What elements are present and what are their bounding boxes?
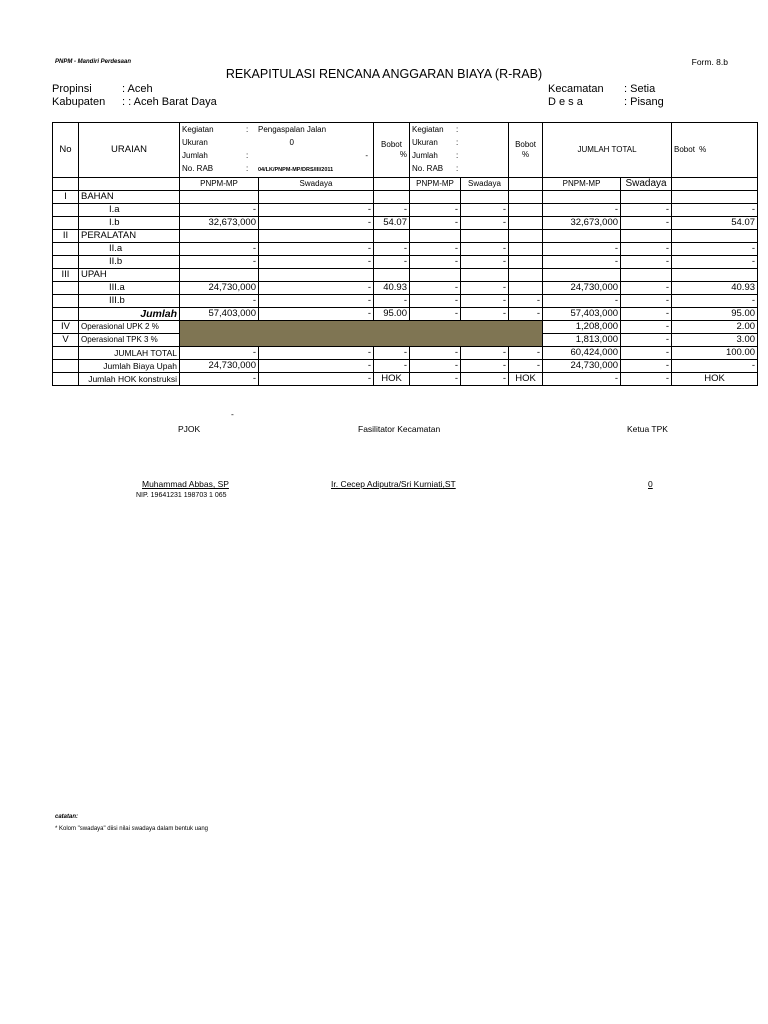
- colon: :: [246, 164, 249, 173]
- propinsi-label: Propinsi: [52, 83, 92, 95]
- header-uraian: URAIAN: [79, 123, 180, 178]
- header-bobot-total: Bobot %: [672, 123, 758, 178]
- row-uraian: II.b: [79, 256, 180, 269]
- row-no: [53, 256, 79, 269]
- row-value: 32,673,000: [180, 217, 259, 230]
- row-value: [461, 230, 509, 243]
- row-value: [410, 269, 461, 282]
- row-no: [53, 243, 79, 256]
- jumlah-value: 95.00: [672, 308, 758, 321]
- kegiatan-1-block: [180, 123, 374, 178]
- row-uraian: III.b: [79, 295, 180, 308]
- row-value: [621, 230, 672, 243]
- norab-1-label: No. RAB: [182, 164, 214, 173]
- total-value: HOK: [509, 373, 543, 386]
- sub-empty: [374, 178, 410, 191]
- sub-pnpm-2: PNPM-MP: [410, 178, 461, 191]
- row-value: -: [621, 243, 672, 256]
- row-value: [410, 230, 461, 243]
- row-no: [53, 282, 79, 295]
- total-value: -: [621, 360, 672, 373]
- rab-table: [52, 122, 758, 386]
- row-value: [672, 269, 758, 282]
- total-value: -: [410, 373, 461, 386]
- table-row: [53, 295, 758, 308]
- row-value: [259, 191, 374, 204]
- pjok-title: PJOK: [178, 424, 201, 434]
- sub-swadaya-2: Swadaya: [461, 178, 509, 191]
- jumlah-value: -: [461, 308, 509, 321]
- row-uraian: II.a: [79, 243, 180, 256]
- total-value: HOK: [672, 373, 758, 386]
- total-value: -: [410, 360, 461, 373]
- sub-pnpm-1: PNPM-MP: [180, 178, 259, 191]
- row-value: [509, 217, 543, 230]
- colon: :: [456, 164, 459, 173]
- row-value: [461, 191, 509, 204]
- row-value: [509, 230, 543, 243]
- kegiatan-2-label: Kegiatan: [412, 125, 444, 134]
- ketua-title: Ketua TPK: [627, 424, 668, 434]
- total-value: -: [259, 373, 374, 386]
- kabupaten-value: : : Aceh Barat Daya: [122, 96, 217, 108]
- total-value: -: [621, 373, 672, 386]
- jumlah-row: [53, 308, 758, 321]
- row-value: -: [259, 204, 374, 217]
- row-value: [672, 230, 758, 243]
- row-value: -: [461, 295, 509, 308]
- row-value: 1,813,000: [543, 334, 621, 347]
- row-value: [672, 191, 758, 204]
- row-value: [509, 191, 543, 204]
- row-value: 40.93: [374, 282, 410, 295]
- total-value: -: [461, 360, 509, 373]
- row-value: [180, 230, 259, 243]
- desa-value: : Pisang: [624, 96, 664, 108]
- row-value: -: [259, 217, 374, 230]
- row-value: [259, 269, 374, 282]
- jumlah-1-label: Jumlah: [182, 151, 208, 160]
- row-value: -: [374, 295, 410, 308]
- colon: :: [456, 125, 459, 134]
- kecamatan-label: Kecamatan: [548, 83, 604, 95]
- sub-empty: [509, 178, 543, 191]
- row-value: 24,730,000: [543, 282, 621, 295]
- sub-empty: [53, 178, 79, 191]
- row-value: -: [509, 295, 543, 308]
- bobot-label: Bobot: [381, 140, 402, 149]
- row-no: I: [53, 191, 79, 204]
- fasilitator-name: Ir. Cecep Adiputra/Sri Kurniati,ST: [331, 479, 456, 489]
- colon: :: [456, 151, 459, 160]
- total-value: -: [543, 373, 621, 386]
- table-row: [53, 243, 758, 256]
- row-no: IV: [53, 321, 79, 334]
- header-bobot-1: [374, 123, 410, 178]
- row-value: 40.93: [672, 282, 758, 295]
- row-value: -: [410, 243, 461, 256]
- fasilitator-title: Fasilitator Kecamatan: [358, 424, 441, 434]
- norab-2-label: No. RAB: [412, 164, 444, 173]
- row-value: -: [374, 243, 410, 256]
- pct-label: %: [399, 150, 407, 159]
- row-no: II: [53, 230, 79, 243]
- jumlah-value: -: [509, 308, 543, 321]
- row-value: [509, 269, 543, 282]
- row-no: [53, 360, 79, 373]
- row-value: -: [410, 256, 461, 269]
- colon: :: [246, 125, 249, 134]
- table-row: [53, 217, 758, 230]
- row-value: -: [180, 256, 259, 269]
- total-label: JUMLAH TOTAL: [79, 347, 180, 360]
- total-value: -: [374, 360, 410, 373]
- total-row: [53, 360, 758, 373]
- sub-swadaya-1: Swadaya: [259, 178, 374, 191]
- total-value: 24,730,000: [543, 360, 621, 373]
- row-value: -: [461, 256, 509, 269]
- row-value: -: [461, 217, 509, 230]
- row-value: 54.07: [672, 217, 758, 230]
- total-value: -: [509, 360, 543, 373]
- total-value: -: [410, 347, 461, 360]
- jumlah-value: 57,403,000: [180, 308, 259, 321]
- total-value: -: [180, 373, 259, 386]
- row-uraian: I.a: [79, 204, 180, 217]
- row-value: -: [259, 282, 374, 295]
- row-value: -: [543, 295, 621, 308]
- kegiatan-2-block: [410, 123, 509, 178]
- row-value: [543, 269, 621, 282]
- total-row: [53, 347, 758, 360]
- row-value: -: [259, 256, 374, 269]
- sub-swadaya-total: Swadaya: [621, 178, 672, 191]
- notes-text: * Kolom "swadaya" diisi nilai swadaya dalam bentuk uang: [55, 826, 209, 832]
- row-uraian: I.b: [79, 217, 180, 230]
- row-value: -: [621, 295, 672, 308]
- row-value: 32,673,000: [543, 217, 621, 230]
- row-value: 2.00: [672, 321, 758, 334]
- row-value: 54.07: [374, 217, 410, 230]
- jumlah-label: Jumlah: [79, 308, 180, 321]
- row-value: [509, 282, 543, 295]
- total-value: -: [509, 347, 543, 360]
- ukuran-1-value: 0: [289, 138, 294, 147]
- colon: :: [456, 138, 459, 147]
- row-value: [374, 269, 410, 282]
- row-value: -: [621, 256, 672, 269]
- notes-label: catatan:: [55, 814, 79, 820]
- table-row: [53, 282, 758, 295]
- row-value: [509, 243, 543, 256]
- row-no: [53, 373, 79, 386]
- kabupaten-label: Kabupaten: [52, 96, 106, 108]
- row-value: -: [410, 295, 461, 308]
- shaded-block: [180, 321, 543, 347]
- row-value: [374, 191, 410, 204]
- row-value: -: [374, 204, 410, 217]
- table-row: [53, 230, 758, 243]
- total-value: 100.00: [672, 347, 758, 360]
- document-title: REKAPITULASI RENCANA ANGGARAN BIAYA (R-RAB): [225, 67, 543, 81]
- dash-mark: -: [231, 409, 234, 419]
- desa-label: D e s a: [548, 96, 583, 108]
- header-no: No: [53, 123, 79, 178]
- row-no: [53, 295, 79, 308]
- total-value: -: [180, 347, 259, 360]
- header-bobot-2: [509, 123, 543, 178]
- jumlah-value: -: [410, 308, 461, 321]
- row-value: [621, 191, 672, 204]
- table-body: [53, 191, 758, 386]
- row-value: [543, 191, 621, 204]
- jumlah-value: 57,403,000: [543, 308, 621, 321]
- row-value: -: [672, 256, 758, 269]
- row-value: [180, 269, 259, 282]
- row-value: -: [410, 282, 461, 295]
- total-value: -: [259, 360, 374, 373]
- row-value: 24,730,000: [180, 282, 259, 295]
- sub-empty: [672, 178, 758, 191]
- total-value: 24,730,000: [180, 360, 259, 373]
- table-row: [53, 204, 758, 217]
- operasional-row: [53, 321, 758, 334]
- row-value: -: [621, 217, 672, 230]
- row-value: -: [543, 204, 621, 217]
- row-uraian: III.a: [79, 282, 180, 295]
- total-value: 60,424,000: [543, 347, 621, 360]
- kegiatan-1-label: Kegiatan: [182, 125, 214, 134]
- row-uraian: Operasional TPK 3 %: [79, 334, 180, 347]
- row-no: [53, 217, 79, 230]
- row-value: -: [621, 321, 672, 334]
- row-value: 3.00: [672, 334, 758, 347]
- ketua-name: 0: [648, 479, 653, 489]
- colon: :: [246, 151, 249, 160]
- table-row: [53, 191, 758, 204]
- org-name: PNPM - Mandiri Perdesaan: [55, 59, 132, 65]
- total-value: -: [259, 347, 374, 360]
- row-value: -: [180, 295, 259, 308]
- total-value: -: [621, 347, 672, 360]
- header-jumlah-total: JUMLAH TOTAL: [543, 123, 672, 178]
- row-value: [180, 191, 259, 204]
- pct-label: %: [521, 150, 530, 159]
- row-value: -: [672, 243, 758, 256]
- row-value: -: [461, 282, 509, 295]
- row-value: [509, 256, 543, 269]
- row-value: [374, 230, 410, 243]
- row-value: -: [410, 204, 461, 217]
- row-value: -: [672, 295, 758, 308]
- row-value: -: [461, 243, 509, 256]
- pjok-nip: NIP. 19641231 198703 1 065: [136, 492, 227, 499]
- jumlah-value: -: [259, 308, 374, 321]
- row-value: -: [621, 282, 672, 295]
- total-value: -: [461, 347, 509, 360]
- row-value: -: [180, 243, 259, 256]
- table-row: [53, 256, 758, 269]
- row-value: -: [621, 334, 672, 347]
- row-value: -: [259, 295, 374, 308]
- total-value: HOK: [374, 373, 410, 386]
- total-value: -: [672, 360, 758, 373]
- table-row: [53, 269, 758, 282]
- norab-1-value: 04/LK/PNPM-MP/DRS/III/2011: [258, 167, 334, 173]
- row-value: -: [180, 204, 259, 217]
- row-value: -: [259, 243, 374, 256]
- total-label: Jumlah HOK konstruksi: [79, 373, 180, 386]
- form-number: Form. 8.b: [691, 57, 728, 67]
- sub-pnpm-total: PNPM-MP: [543, 178, 621, 191]
- bobot-label: Bobot: [515, 140, 536, 149]
- row-value: -: [461, 204, 509, 217]
- row-value: -: [672, 204, 758, 217]
- row-uraian: UPAH: [79, 269, 180, 282]
- total-value: -: [461, 373, 509, 386]
- row-value: 1,208,000: [543, 321, 621, 334]
- row-value: [543, 230, 621, 243]
- row-no: [53, 204, 79, 217]
- jumlah-1-value: -: [365, 151, 368, 160]
- row-value: -: [543, 243, 621, 256]
- row-value: [461, 269, 509, 282]
- row-uraian: Operasional UPK 2 %: [79, 321, 180, 334]
- row-value: -: [410, 217, 461, 230]
- row-no: III: [53, 269, 79, 282]
- row-no: [53, 308, 79, 321]
- pjok-name: Muhammad Abbas, SP: [142, 479, 229, 489]
- ukuran-2-label: Ukuran: [412, 138, 438, 147]
- row-value: [509, 204, 543, 217]
- row-value: [259, 230, 374, 243]
- kecamatan-value: : Setia: [624, 83, 656, 95]
- total-label: Jumlah Biaya Upah: [79, 360, 180, 373]
- total-row: [53, 373, 758, 386]
- row-uraian: BAHAN: [79, 191, 180, 204]
- total-value: -: [374, 347, 410, 360]
- jumlah-2-label: Jumlah: [412, 151, 438, 160]
- jumlah-value: -: [621, 308, 672, 321]
- row-value: [410, 191, 461, 204]
- row-uraian: PERALATAN: [79, 230, 180, 243]
- kegiatan-1-value: Pengaspalan Jalan: [258, 125, 327, 134]
- row-value: -: [621, 204, 672, 217]
- ukuran-1-label: Ukuran: [182, 138, 208, 147]
- row-value: -: [543, 256, 621, 269]
- propinsi-value: : Aceh: [122, 83, 153, 95]
- row-no: [53, 347, 79, 360]
- row-no: V: [53, 334, 79, 347]
- row-value: [621, 269, 672, 282]
- row-value: -: [374, 256, 410, 269]
- jumlah-value: 95.00: [374, 308, 410, 321]
- sub-empty: [79, 178, 180, 191]
